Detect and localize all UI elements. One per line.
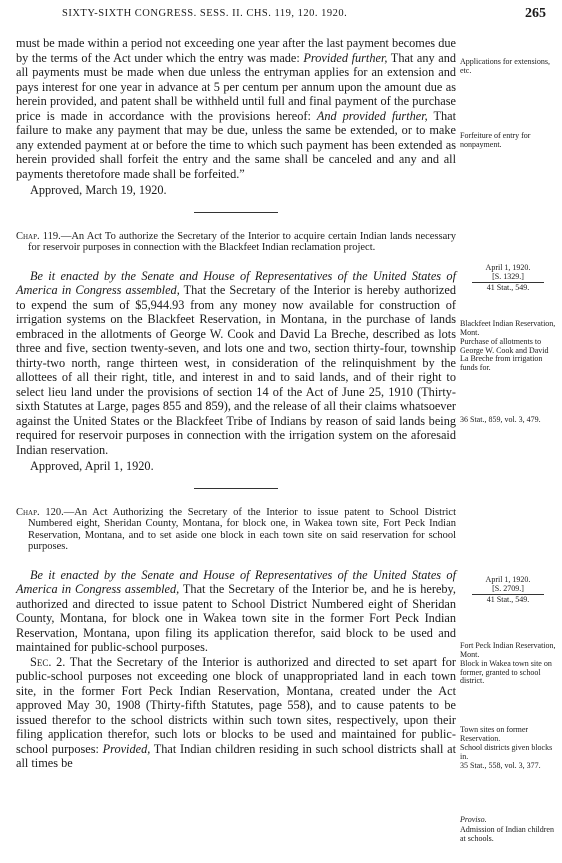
chapter-119-body xyxy=(16,269,456,458)
margin-note-wakea-block: Block in Wakea town site on former, granted to school district. xyxy=(460,659,552,686)
running-head: SIXTY-SIXTH CONGRESS. SESS. II. CHS. 119, 120. 1920. xyxy=(62,8,348,19)
continuation-text-a: must be made within a period not exceeding one year after the last payment becomes due by the terms of the Act under which the entry was made: xyxy=(16,36,456,65)
page-header xyxy=(0,6,562,24)
chapter-120-body-text: That the Secretary of the Interior be, and he is hereby, authorized and directed to issue patent to School District Numbered eight of Sheridan County, Montana, for block one in Wakea town site in the former Fort Peck Indian Reservation, Montana, upon filing its application therefor, said block to be used and maintained for public-school purposes. xyxy=(16,582,456,654)
section-divider-2 xyxy=(194,488,278,489)
continuation-paragraph xyxy=(16,36,456,181)
page-number: 265 xyxy=(525,6,546,21)
margin-note-chap119-date xyxy=(460,264,556,293)
continuation-text-b: That any and all payments must be made when due unless the entryman applies for an extension and pays interest for one year in advance at 5 per centum per annum upon the amount due as herein provided, and patent shall be withheld until full and final payment of the purchase price is made in accordance with the provisions hereof: xyxy=(16,50,456,123)
margin-note-chap120-date xyxy=(460,576,556,605)
margin-note-extensions: Applications for extensions, etc. xyxy=(460,57,550,75)
chapter-120-section-2 xyxy=(16,655,456,771)
section-2-text: That the Secretary of the Interior is authorized and directed to set apart for public-school purposes not exceeding one block of unappropriated land in each town site, in the former Fort Peck Indian Reservation, Montana, created under the Act approved May 30, 1908 (Thirty-fifth Statutes, page 558), and to cause patents to be issued therefor to the school districts within such town sites, respectively, upon their filing application therefor, such lots or blocks to be used and maintained for public-school purposes: xyxy=(16,654,456,756)
chapter-120-enacting-clause: Be it enacted by the Senate and House of Representatives of the United States of America in Congress assembled, xyxy=(16,567,456,596)
chap119-approval-date: April 1, 1920. xyxy=(485,263,531,272)
chapter-119-heading xyxy=(16,231,456,254)
continuation-text-c: That failure to make any payment that may be due, unless the same be extended, or to make any extended payment at or before the time to which such payment has been extended as herein provided shall forfeit the entry and the same shall be canceled and any and all payments theretofore made shall be forfeited.” xyxy=(16,108,456,181)
margin-note-purchase: Purchase of allotments to George W. Cook and David La Breche from irrigation funds for. xyxy=(460,337,549,372)
margin-note-town-sites: Town sites on former Reservation. xyxy=(460,725,529,743)
margin-note-admission: Admission of Indian children at schools. xyxy=(460,825,554,843)
margin-note-35-stat: 35 Stat., 558, vol. 3, 377. xyxy=(460,761,541,770)
chap119-bill-number: [S. 1329.] xyxy=(492,271,524,281)
chapter-120-label: Chap. 120. xyxy=(16,506,64,518)
section-2-label: Sec. 2. xyxy=(30,654,66,669)
approved-line-1: Approved, March 19, 1920. xyxy=(30,183,167,197)
continuation-italic-b: And provided further, xyxy=(316,108,428,123)
margin-note-proviso: Proviso. xyxy=(460,815,487,824)
margin-note-forfeiture: Forfeiture of entry for nonpayment. xyxy=(460,131,531,149)
main-text xyxy=(16,36,456,771)
margin-note-36-stat: 36 Stat., 859, vol. 3, 479. xyxy=(460,415,541,424)
approved-line-2: Approved, April 1, 1920. xyxy=(30,459,154,473)
chap120-bill-number: [S. 2709.] xyxy=(492,583,524,593)
margin-note-school-districts: School districts given blocks in. xyxy=(460,743,553,761)
chapter-119-title: —An Act To authorize the Secretary of the Interior to acquire certain Indian lands necessary for reservoir purposes in connection with the Blackfeet Indian reclamation project. xyxy=(28,230,457,253)
margin-note-blackfeet: Blackfeet Indian Reservation, Mont. xyxy=(460,319,556,337)
chap120-statute-ref: 41 Stat., 549. xyxy=(486,595,530,605)
section-2-end-text: That Indian children residing in such school districts shall at all times be xyxy=(16,741,457,770)
chapter-119-label: Chap. 119. xyxy=(16,230,61,242)
chapter-120-body xyxy=(16,568,456,655)
chapter-120-heading xyxy=(16,507,456,553)
chapter-119-body-text: That the Secretary of the Interior is hereby authorized to expend the sum of $5,944.93 from any money now available for construction of irrigation systems on the Blackfeet Reservation, in Montana, in the purchase of lands embraced in the allotments of George W. Cook and David La Breche, described as lots three and five, section twenty-seven, and lots one and two, section thirty-four, township thirty-two north, range thirteen west, in consideration of the relinquishment by the allottees of all their right, title, and interest in and to said lands, and of their right to select lieu land under the provisions of section 14 of the Act of June 25, 1910 (Thirty-sixth Statutes at Large, pages 855 and 859), and the release of all their claims whatsoever against the United States or the Blackfeet Tribe of Indians by reason of said lands being required for reservoir purposes in connection with the irrigation system on the aforesaid Indian reservation. xyxy=(16,283,456,457)
chap120-approval-date: April 1, 1920. xyxy=(485,575,531,584)
section-divider-1 xyxy=(194,212,278,213)
section-2-proviso-word: Provided, xyxy=(102,741,151,756)
chap119-statute-ref: 41 Stat., 549. xyxy=(486,283,530,293)
chapter-119-enacting-clause: Be it enacted by the Senate and House of Representatives of the United States of America in Congress assembled, xyxy=(16,268,456,297)
chapter-120-title: —An Act Authorizing the Secretary of the Interior to issue patent to School District Numbered eight, Sheridan County, Montana, for block one, in Wakea town site, Fort Peck Indian Reservation, Montana, and to set aside one block in each town site on said reservation for school purposes. xyxy=(28,506,456,552)
margin-note-fort-peck: Fort Peck Indian Reservation, Mont. xyxy=(460,641,556,659)
continuation-italic-a: Provided further, xyxy=(303,50,388,65)
